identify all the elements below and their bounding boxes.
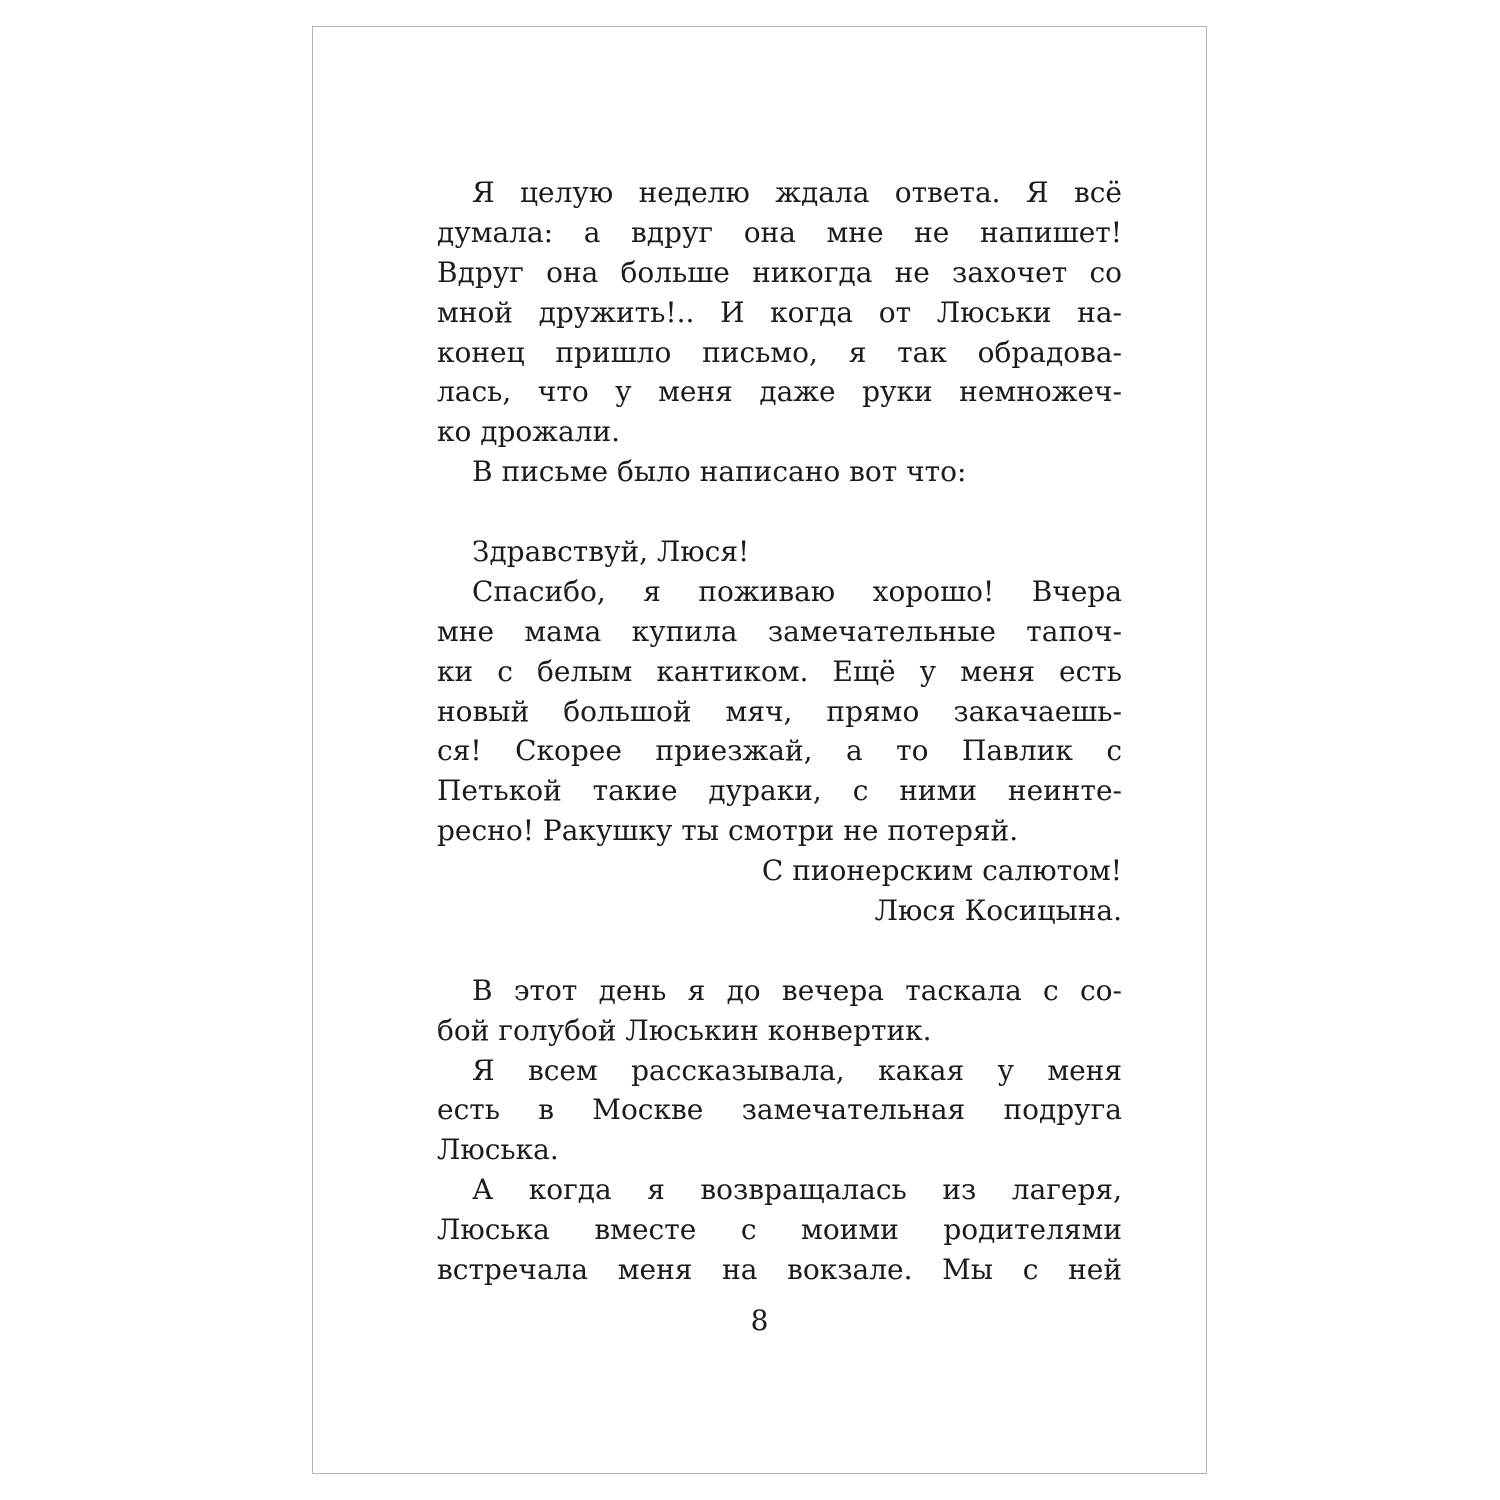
paragraph-2 bbox=[437, 452, 1122, 492]
text-line: бой голубой Люськин конвертик. bbox=[437, 1013, 932, 1047]
text-line: есть в Москве замечательная подруга bbox=[437, 1093, 1122, 1127]
text-line: мной дружить!.. И когда от Люськи на- bbox=[437, 295, 1122, 329]
text-line: Спасибо, я поживаю хорошо! Вчера bbox=[472, 574, 1122, 608]
text-line: новый большой мяч, прямо закачаешь- bbox=[437, 694, 1122, 728]
text-line: Я всем рассказывала, какая у меня bbox=[472, 1053, 1122, 1087]
paragraph-3 bbox=[437, 971, 1122, 1051]
text-line: конец пришло письмо, я так обрадова- bbox=[437, 335, 1122, 369]
letter-greeting: Здравствуй, Люся! bbox=[472, 535, 750, 569]
page-number: 8 bbox=[750, 1304, 769, 1337]
blank-line bbox=[437, 931, 1122, 971]
text-line: Вдруг она больше никогда не захочет со bbox=[437, 255, 1122, 289]
paragraph-4 bbox=[437, 1051, 1122, 1171]
text-line: ресно! Ракушку ты смотри не потеряй. bbox=[437, 814, 1019, 848]
letter-signoff: С пионерским салютом! bbox=[761, 854, 1122, 888]
text-line: встречала меня на вокзале. Мы с ней bbox=[437, 1253, 1122, 1287]
text-line: Люська вместе с моими родителями bbox=[437, 1213, 1122, 1247]
text-line: мне мама купила замечательные тапоч- bbox=[437, 614, 1122, 648]
text-line: думала: а вдруг она мне не напишет! bbox=[437, 215, 1122, 249]
paragraph-5 bbox=[437, 1170, 1122, 1290]
page-text bbox=[437, 173, 1122, 1290]
text-line: Петькой такие дураки, с ними неинте- bbox=[437, 774, 1122, 808]
text-line: лась, что у меня даже руки немножеч- bbox=[437, 375, 1122, 409]
letter bbox=[437, 532, 1122, 931]
paragraph-1 bbox=[437, 173, 1122, 452]
text-line: В письме было написано вот что: bbox=[472, 455, 967, 489]
text-line: Люська. bbox=[437, 1133, 559, 1167]
letter-signature: Люся Косицына. bbox=[874, 894, 1122, 928]
text-line: Я целую неделю ждала ответа. Я всё bbox=[472, 176, 1122, 209]
text-line: В этот день я до вечера таскала с со- bbox=[472, 973, 1122, 1007]
text-line: ки с белым кантиком. Ещё у меня есть bbox=[437, 654, 1122, 688]
book-page bbox=[312, 26, 1207, 1474]
text-line: ко дрожали. bbox=[437, 415, 621, 449]
blank-line bbox=[437, 492, 1122, 532]
text-line: А когда я возвращалась из лагеря, bbox=[472, 1173, 1122, 1207]
text-line: ся! Скорее приезжай, а то Павлик с bbox=[437, 734, 1122, 768]
